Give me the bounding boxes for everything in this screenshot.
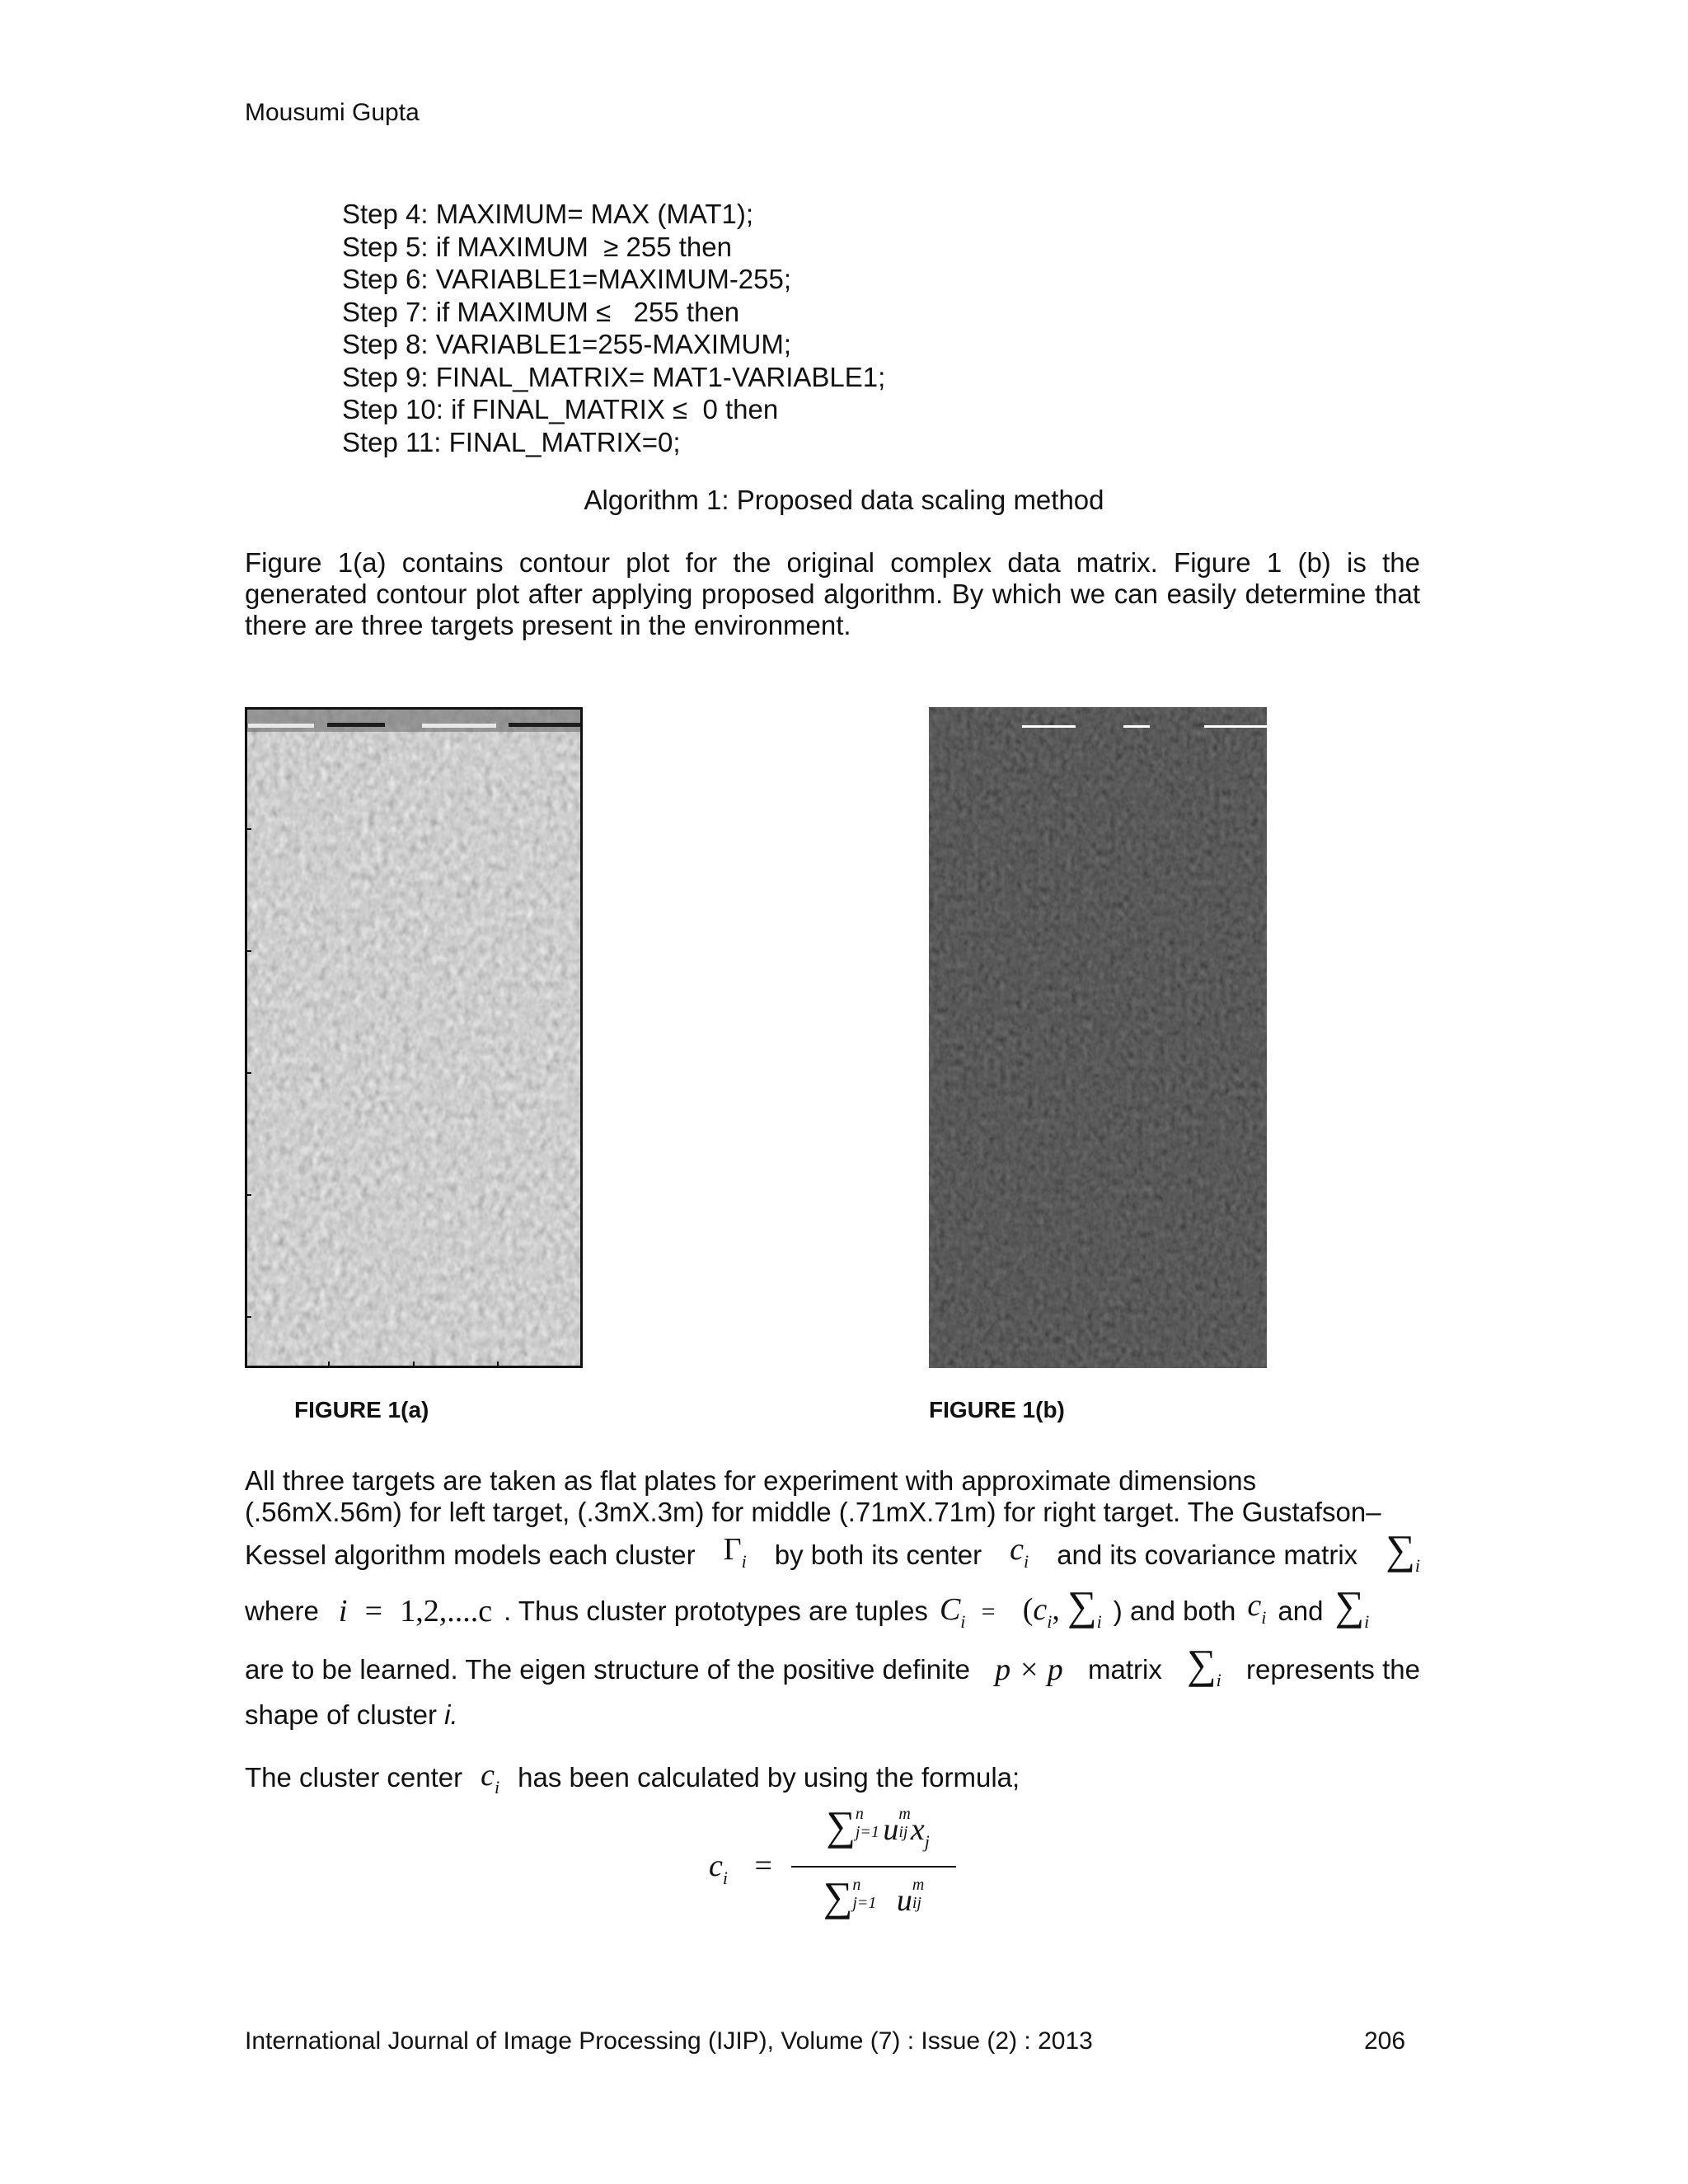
- prototype-symbol: $C_i = (c_i$, $\sum_i$: [939, 1582, 1102, 1632]
- algorithm-step: Step 11: FINAL_MATRIX=0;: [342, 426, 681, 457]
- algorithm-step: Step 6: VARIABLE1=MAXIMUM-255;: [342, 264, 792, 294]
- algorithm-step: Step 9: FINAL_MATRIX= MAT1-VARIABLE1;: [342, 361, 886, 392]
- text-fragment: are to be learned. The eigen structure of the positive definite: [245, 1654, 970, 1685]
- figure-1a-image: [245, 707, 583, 1368]
- sigma-symbol: $\sum_i$: [1334, 1582, 1370, 1632]
- center-symbol: $c_i$: [1010, 1531, 1029, 1572]
- text-fragment: and: [1278, 1596, 1324, 1626]
- algorithm-step: Step 10: if FINAL_MATRIX ≤ 0 then: [342, 394, 779, 424]
- figure-1b-image: [929, 707, 1267, 1368]
- text-fragment: where: [245, 1596, 319, 1626]
- algorithm-caption: Algorithm 1: Proposed data scaling method: [584, 485, 1104, 515]
- index-range-expression: i = 1,2,....c: [338, 1593, 493, 1629]
- pxp-expression: p × p: [995, 1652, 1063, 1687]
- algorithm-step: Step 7: if MAXIMUM ≤ 255 then: [342, 296, 740, 327]
- paragraph-line: [245, 1528, 1420, 1582]
- paragraph-figure-description: Figure 1(a) contains contour plot for the original complex data matrix. Figure 1 (b) is the generated contour plot after applying proposed algorithm. By which we can easily determine that there are three targets present in the environment.: [245, 547, 1420, 640]
- paragraph-gustafson-kessel: [245, 1465, 1420, 1731]
- center-symbol: $c_i$: [481, 1758, 500, 1797]
- text-fragment: Kessel algorithm models each cluster: [245, 1540, 696, 1570]
- algorithm-step: Step 5: if MAXIMUM ≥ 255 then: [342, 231, 732, 262]
- figure-1b-label: FIGURE 1(b): [929, 1397, 1065, 1422]
- page-number: 206: [1364, 2027, 1406, 2055]
- paragraph-line: [245, 1640, 1420, 1699]
- text-fragment: matrix: [1087, 1654, 1162, 1685]
- paragraph-line: [245, 1582, 1420, 1640]
- formula-numerator: ∑n j=1 um ijxj: [826, 1802, 930, 1852]
- figure-1a-label: FIGURE 1(a): [294, 1397, 429, 1422]
- text-fragment: . Thus cluster prototypes are tuples: [504, 1596, 928, 1626]
- fraction-bar: [791, 1866, 956, 1868]
- text-fragment: and its covariance matrix: [1057, 1540, 1358, 1570]
- algorithm-steps: [342, 198, 885, 458]
- formula-denominator: ∑n j=1 um ij: [823, 1873, 925, 1919]
- paragraph-line: shape of cluster i.: [245, 1699, 458, 1730]
- sigma-symbol: $\sum_i$: [1187, 1641, 1221, 1690]
- text-fragment: ) and both: [1113, 1596, 1236, 1626]
- formula-intro: The cluster center $c_i$ has been calculated by using the formula;: [245, 1758, 1020, 1797]
- footer-journal: International Journal of Image Processing (IJIP), Volume (7) : Issue (2) : 2013: [245, 2027, 1093, 2055]
- text-fragment: represents the: [1245, 1654, 1420, 1685]
- algorithm-step: Step 8: VARIABLE1=255-MAXIMUM;: [342, 329, 792, 359]
- text-fragment: by both its center: [774, 1540, 982, 1570]
- formula-lhs: ci =: [709, 1849, 772, 1888]
- sigma-symbol: $\sum_i$: [1386, 1526, 1420, 1576]
- gamma-symbol: $\Gamma_i$: [723, 1531, 747, 1572]
- paragraph-line: (.56mX.56m) for left target, (.3mX.3m) for middle (.71mX.71m) for right target. The Gustafson–: [245, 1497, 1381, 1527]
- center-symbol: $c_i$: [1247, 1587, 1267, 1628]
- cluster-center-formula: [709, 1802, 973, 1929]
- algorithm-step: Step 4: MAXIMUM= MAX (MAT1);: [342, 199, 754, 229]
- paragraph-line: All three targets are taken as flat plates for experiment with approximate dimensions: [245, 1465, 1257, 1496]
- running-header-author: Mousumi Gupta: [245, 99, 420, 126]
